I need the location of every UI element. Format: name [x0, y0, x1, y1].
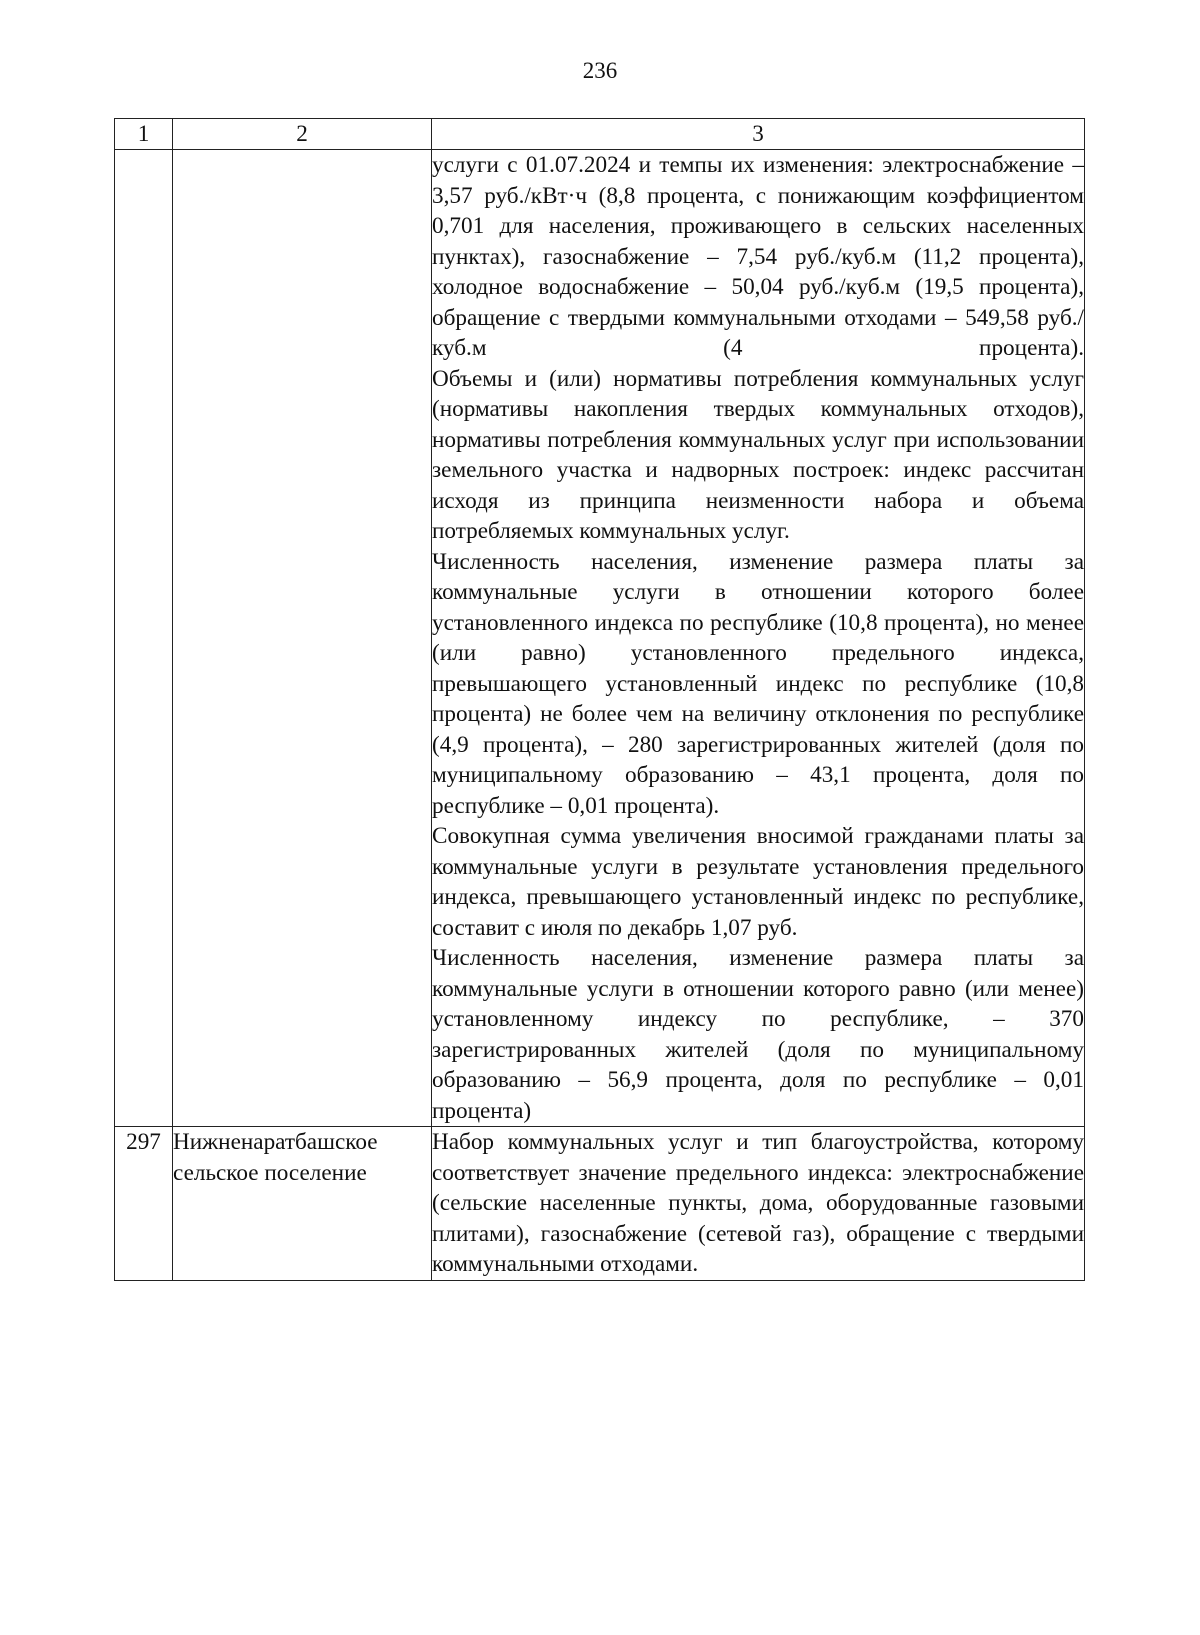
page-number: 236: [582, 58, 618, 83]
row-number-cell: [115, 150, 173, 1127]
settlement-name-cell: [173, 150, 432, 1127]
table-row-297: [115, 1127, 1085, 1281]
table-row-continuation: [115, 150, 1085, 1127]
description-cell: [432, 1127, 1085, 1281]
paragraph-population-within-index: Численность населения, изменение размера платы за коммунальные услуги в отношении которого равно (или менее) установленному индексу по республике, – 370 зарегистрированных жителей (доля по муниципальному образованию – 56,9 процента, доля по республике – 0,01 процента): [432, 945, 1084, 1124]
paragraph-consumption-norms: Объемы и (или) нормативы потребления коммунальных услуг (нормативы накопления твердых коммунальных отходов), нормативы потребления коммунальных услуг при использовании земельного участка и надворных построек: индекс рассчитан исходя из принципа неизменности набора и объема потребляемых коммунальных услуг.: [432, 365, 1084, 544]
paragraph-population-above-index: Численность населения, изменение размера платы за коммунальные услуги в отношении которого более установленного индекса по республике (10,8 процента), но менее (или равно) установленного предельного индекса, превышающего установленный индекс по республике (10,8 процента) не более чем на величину отклонения по республике (4,9 процента), – 280 зарегистрированных жителей (доля по муниципальному образованию – 43,1 процента, доля по республике – 0,01 процента).: [432, 548, 1084, 819]
paragraph-services-set: Набор коммунальных услуг и тип благоустройства, которому соответствует значение предельного индекса: электроснабжение (сельские населенные пункты, дома, оборудованные газовыми плитами), газоснабжение (сетевой газ), обращение с твердыми коммунальными отходами.: [432, 1129, 1084, 1277]
column-header-3: 3: [432, 119, 1085, 150]
paragraph-tariffs: услуги с 01.07.2024 и темпы их изменения: электроснабжение – 3,57 руб./кВт·ч (8,8 процента, с понижающим коэффициентом 0,701 для населения, проживающего в сельских населенных пунктах), газоснабжение – 7,54 руб./куб.м (11,2 процента), холодное водоснабжение – 50,04 руб./куб.м (19,5 процента), обращение с твердыми коммунальными отходами – 549,58 руб./куб.м (4 процента).: [432, 152, 1084, 361]
table-header-row: [115, 119, 1085, 150]
column-header-1: 1: [115, 119, 173, 150]
services-table: [114, 118, 1085, 1281]
column-header-2: 2: [173, 119, 432, 150]
description-cell: [432, 150, 1085, 1127]
row-number-cell: 297: [115, 1127, 173, 1281]
settlement-name-cell: Нижненаратбашское сельское поселение: [173, 1127, 432, 1281]
paragraph-total-increase: Совокупная сумма увеличения вносимой гражданами платы за коммунальные услуги в результате установления предельного индекса, превышающего установленный индекс по республике, составит с июля по декабрь 1,07 руб.: [432, 823, 1084, 941]
